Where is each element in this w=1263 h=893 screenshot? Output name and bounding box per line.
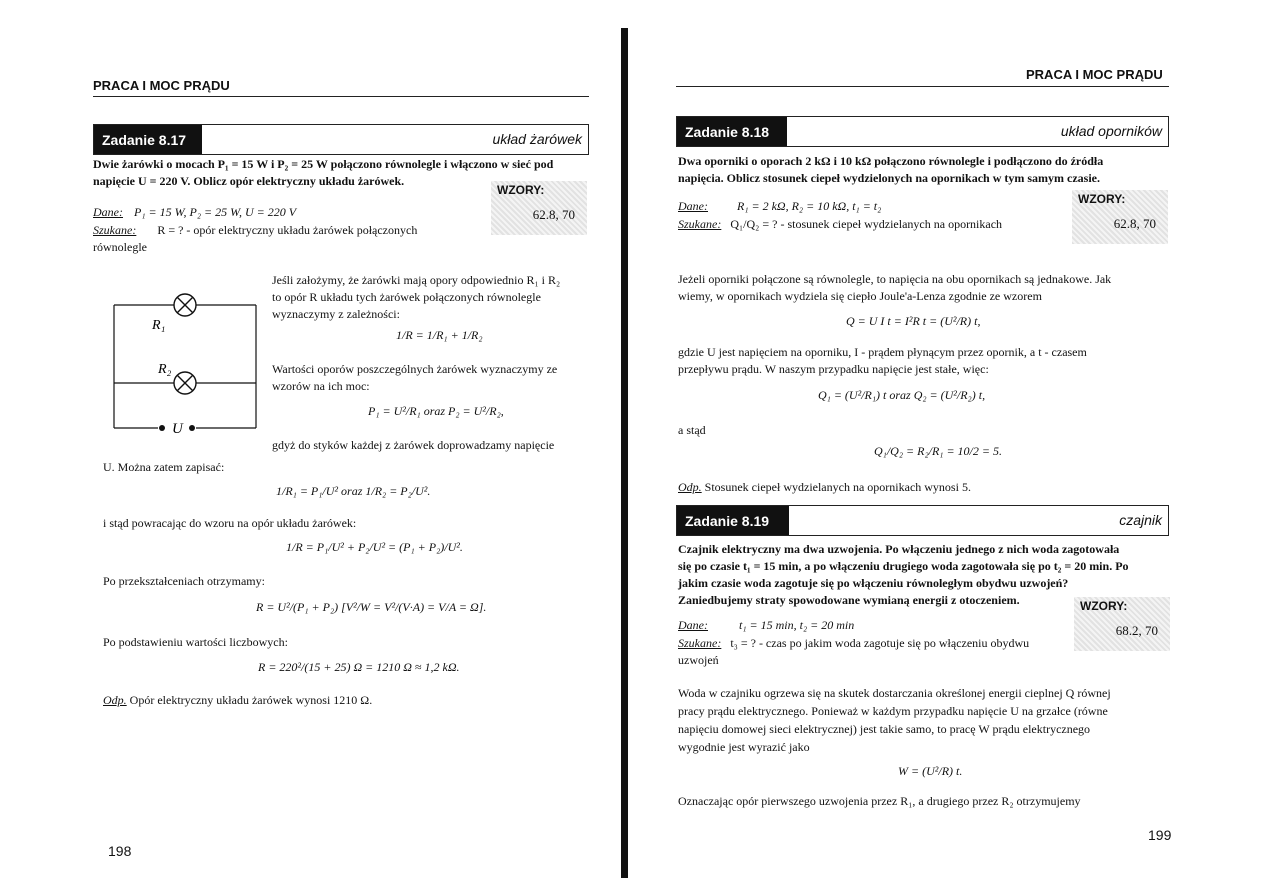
sought-label: Szukane:: [678, 217, 722, 231]
answer-8-18: [678, 479, 971, 496]
equation-8-17-4: 1/R = P₁/U² + P₂/U² = (P₁ + P₂)/U².: [286, 540, 463, 554]
equation-8-18-2: Q₁ = (U²/R₁) t oraz Q₂ = (U²/R₂) t,: [818, 388, 986, 402]
given-values: R₁ = 2 kΩ, R₂ = 10 kΩ, t₁ = t₂: [737, 199, 882, 213]
task-8-17-title-bar: [93, 124, 589, 155]
para-8-18-3: a stąd: [678, 423, 706, 437]
formulas-value: 68.2, 70: [1115, 623, 1158, 638]
answer-8-17: [103, 692, 372, 709]
task-8-17-problem-line-1: Dwie żarówki o mocach P₁ = 15 W i P₂ = 25 W połączono równolegle i włączono w sieć pod: [93, 157, 554, 171]
terminal-right-icon: [189, 425, 195, 431]
equation-8-18-3: Q₁/Q₂ = R₂/R₁ = 10/2 = 5.: [874, 444, 1002, 458]
task-8-18-topic: układ oporników: [1060, 123, 1162, 139]
task-8-17-label: Zadanie 8.17: [94, 125, 202, 154]
given-row-8-19: [678, 617, 854, 634]
answer-label: Odp.: [103, 693, 127, 707]
para-8-18-1a: Jeżeli oporniki połączone są równolegle, to napięcia na obu opornikach są jednakowe. Jak: [678, 272, 1112, 286]
para-8-18-1b: wiemy, w opornikach wydziela się ciepło Joule'a-Lenza zgodnie ze wzorem: [678, 289, 1042, 303]
para-8-19-1a: Woda w czajniku ogrzewa się na skutek dostarczania określonej energii cieplnej Q równej: [678, 686, 1111, 700]
sought-label: Szukane:: [93, 223, 137, 237]
sought-text-continued: uzwojeń: [678, 653, 719, 667]
book-gutter: [621, 28, 628, 878]
task-8-18-problem-line-2: napięcia. Oblicz stosunek ciepeł wydzielonych na opornikach w tym samym czasie.: [678, 171, 1100, 185]
para-8-17-1b: to opór R układu tych żarówek połączonych równolegle: [272, 290, 541, 304]
task-8-19-problem-line-1: Czajnik elektryczny ma dwa uzwojenia. Po włączeniu jednego z nich woda zagotowała: [678, 542, 1120, 556]
answer-label: Odp.: [678, 480, 702, 494]
task-8-17-topic: układ żarówek: [492, 131, 582, 147]
formulas-value: 62.8, 70: [532, 207, 575, 222]
para-8-17-3a: gdyż do styków każdej z żarówek doprowadzamy napięcie: [272, 438, 555, 452]
equation-8-17-6: R = 220²/(15 + 25) Ω = 1210 Ω ≈ 1,2 kΩ.: [258, 660, 460, 674]
task-8-19-problem-line-2: się po czasie t₁ = 15 min, a po włączeniu drugiego woda zagotowała się po t₂ = 20 min. Po: [678, 559, 1129, 573]
bulb-1-icon: [174, 294, 196, 316]
circuit-r2-label: R₂: [158, 362, 172, 377]
task-8-18-title-bar: [676, 116, 1169, 147]
sought-text: Q₁/Q₂ = ? - stosunek ciepeł wydzielanych na opornikach: [730, 217, 1003, 231]
equation-8-17-5: R = U²/(P₁ + P₂) [V²/W = V²/(V·A) = V/A = Ω].: [256, 600, 487, 614]
para-8-17-1a: Jeśli założymy, że żarówki mają opory odpowiednio R₁ i R₂: [272, 273, 561, 287]
para-8-17-3b: U. Można zatem zapisać:: [103, 460, 225, 474]
task-8-19-problem-line-3: jakim czasie woda zagotuje się po włączeniu równoległym obydwu uzwojeń?: [678, 576, 1069, 590]
formulas-label: WZORY:: [1080, 599, 1128, 613]
task-8-17-problem-line-2: napięcie U = 220 V. Oblicz opór elektryczny układu żarówek.: [93, 174, 405, 188]
answer-text: Opór elektryczny układu żarówek wynosi 1210 Ω.: [129, 693, 373, 707]
right-header-rule: [676, 86, 1169, 87]
equation-8-18-1: Q = U I t = I²R t = (U²/R) t,: [846, 314, 981, 328]
sought-text-continued: równolegle: [93, 240, 147, 254]
para-8-17-5: Po przekształceniach otrzymamy:: [103, 574, 265, 588]
para-8-19-1d: wygodnie jest wyrazić jako: [678, 740, 810, 754]
sought-label: Szukane:: [678, 636, 722, 650]
sought-row-8-18: [678, 216, 1002, 233]
given-values: t₁ = 15 min, t₂ = 20 min: [739, 618, 855, 632]
formulas-label: WZORY:: [1078, 192, 1126, 206]
para-8-18-2b: przepływu prądu. W naszym przypadku napięcie jest stałe, więc:: [678, 362, 989, 376]
sought-row-8-17: [93, 222, 417, 239]
para-8-17-1c: wyznaczymy z zależności:: [272, 307, 400, 321]
left-running-header: PRACA I MOC PRĄDU: [93, 78, 230, 93]
task-8-18-label: Zadanie 8.18: [677, 117, 787, 146]
circuit-r1-label: R₁: [152, 318, 166, 333]
sought-row-8-19: [678, 635, 1029, 652]
circuit-voltage-label: U: [172, 421, 183, 437]
right-page-number: 199: [1148, 827, 1172, 843]
parallel-bulb-circuit: [110, 285, 260, 445]
left-page-number: 198: [108, 843, 132, 859]
equation-8-17-3: 1/R₁ = P₁/U² oraz 1/R₂ = P₂/U².: [276, 484, 431, 498]
answer-text: Stosunek ciepeł wydzielanych na opornikach wynosi 5.: [704, 480, 971, 494]
formulas-value: 62.8, 70: [1113, 216, 1156, 231]
equation-8-17-2: P₁ = U²/R₁ oraz P₂ = U²/R₂,: [368, 404, 504, 418]
para-8-17-4: i stąd powracając do wzoru na opór układu żarówek:: [103, 516, 357, 530]
formulas-label: WZORY:: [497, 183, 545, 197]
task-8-19-label: Zadanie 8.19: [677, 506, 789, 535]
para-8-18-2a: gdzie U jest napięciem na oporniku, I - prądem płynącym przez opornik, a t - czasem: [678, 345, 1087, 359]
given-label: Dane:: [678, 199, 708, 213]
formulas-box-8-19: [1074, 597, 1170, 651]
sought-text: t₃ = ? - czas po jakim woda zagotuje się po włączeniu obydwu: [730, 636, 1030, 650]
right-running-header: PRACA I MOC PRĄDU: [1026, 67, 1163, 82]
given-values: P₁ = 15 W, P₂ = 25 W, U = 220 V: [134, 205, 297, 219]
task-8-19-problem-line-4: Zaniedbujemy straty spowodowane wymianą energii z otoczeniem.: [678, 593, 1020, 607]
task-8-19-topic: czajnik: [1119, 512, 1162, 528]
task-8-18-problem-line-1: Dwa oporniki o oporach 2 kΩ i 10 kΩ połączono równolegle i podłączono do źródła: [678, 154, 1104, 168]
formulas-box-8-18: [1072, 190, 1168, 244]
given-label: Dane:: [93, 205, 123, 219]
left-header-rule: [93, 96, 589, 97]
para-8-19-1c: napięciu domowej sieci elektrycznej) jest takie samo, to pracę W prądu elektrycznego: [678, 722, 1091, 736]
para-8-17-2b: wzorów na ich moc:: [272, 379, 370, 393]
given-row-8-17: [93, 204, 296, 221]
para-8-19-2: Oznaczając opór pierwszego uzwojenia przez R₁, a drugiego przez R₂ otrzymujemy: [678, 794, 1081, 808]
given-label: Dane:: [678, 618, 708, 632]
para-8-19-1b: pracy prądu elektrycznego. Ponieważ w każdym przypadku napięcie U na grzałce (równe: [678, 704, 1108, 718]
formulas-box-8-17: [491, 181, 587, 235]
bulb-2-icon: [174, 372, 196, 394]
terminal-left-icon: [159, 425, 165, 431]
para-8-17-2a: Wartości oporów poszczególnych żarówek wyznaczymy ze: [272, 362, 558, 376]
sought-text: R = ? - opór elektryczny układu żarówek połączonych: [157, 223, 418, 237]
para-8-17-6: Po podstawieniu wartości liczbowych:: [103, 635, 288, 649]
task-8-19-title-bar: [676, 505, 1169, 536]
equation-8-19-1: W = (U²/R) t.: [898, 764, 963, 778]
equation-8-17-1: 1/R = 1/R₁ + 1/R₂: [396, 328, 483, 342]
given-row-8-18: [678, 198, 881, 215]
